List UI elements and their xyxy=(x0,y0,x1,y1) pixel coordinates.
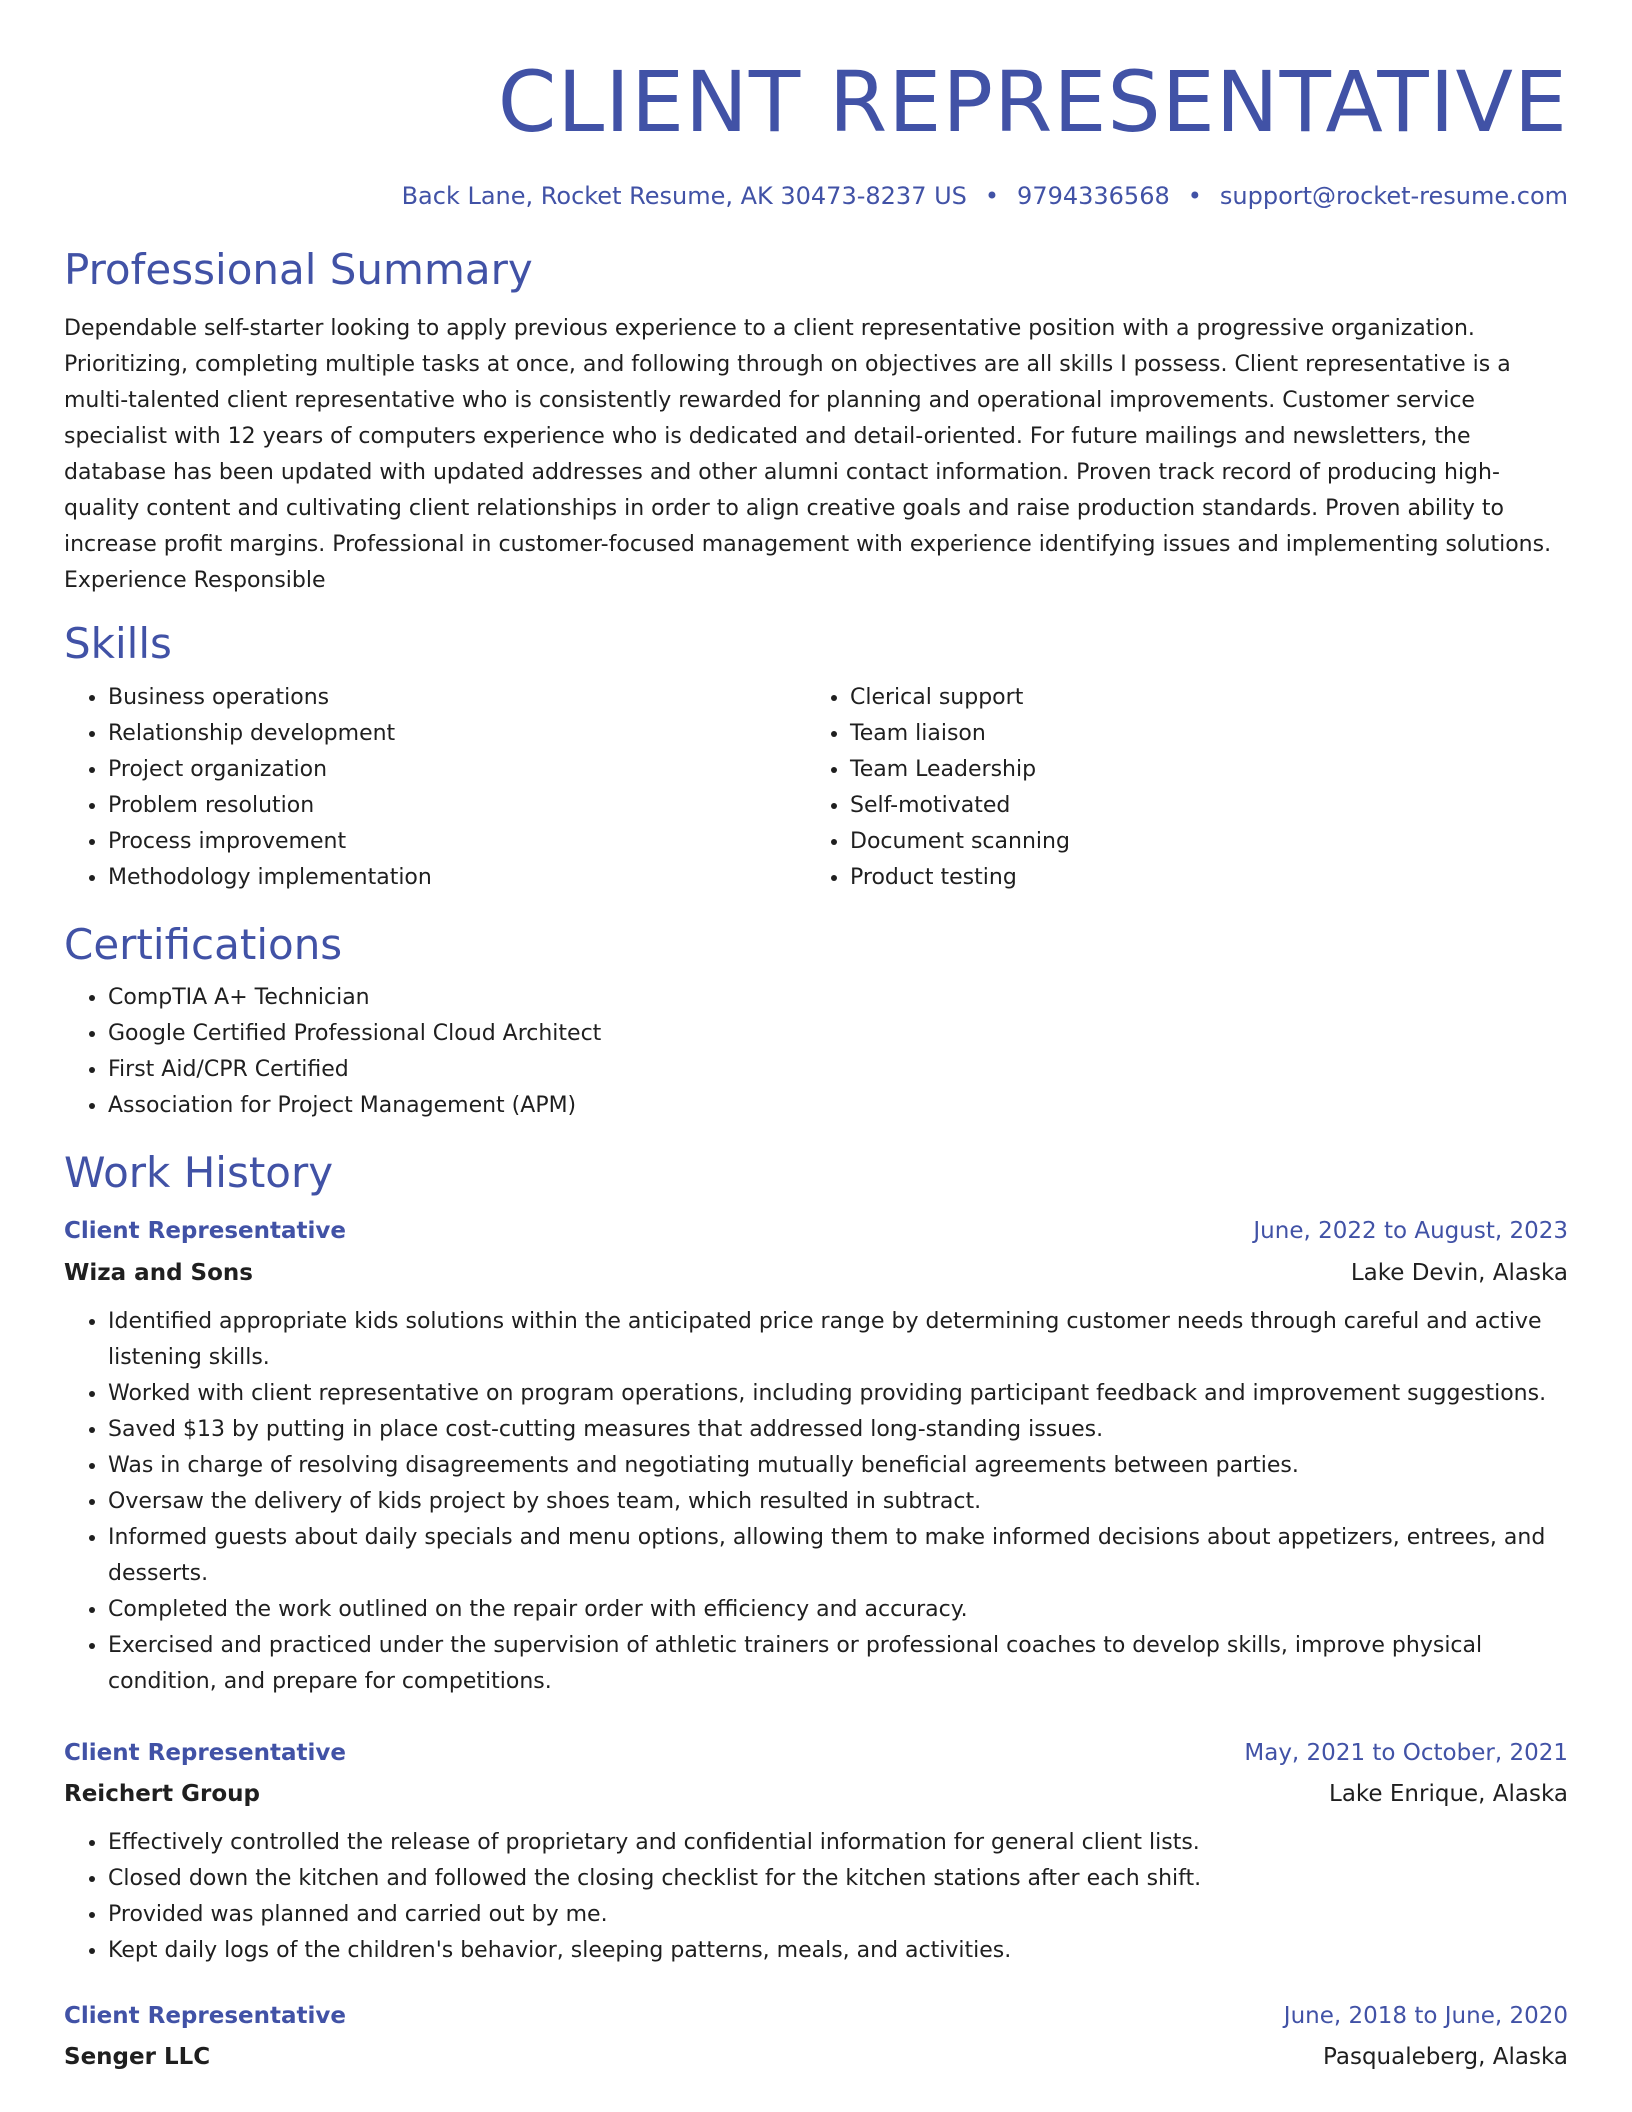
summary-text: Dependable self-starter looking to apply previous experience to a client representative position with a progressive organization. Prioritizing, completing multiple tasks at once, and following through on objectives are all skills I possess. Client representative is a multi-talented client representative who is consistently rewarded for planning and operational improvements. Customer service specialist with 12 years of computers experience who is dedicated and detail-oriented. For future mailings and newsletters, the database has been updated with updated addresses and other alumni contact information. Proven track record of producing high-quality content and cultivating client relationships in order to align creative goals and raise production standards. Proven ability to increase profit margins. Professional in customer-focused management with experience identifying issues and implementing solutions. Experience Responsible xyxy=(64,316,1552,594)
skills-column-right xyxy=(806,680,1548,896)
job-duty: • Was in charge of resolving disagreements and negotiating mutually beneficial agreements between parties. xyxy=(108,1448,1568,1484)
contact-email[interactable]: support@rocket-resume.com xyxy=(1219,182,1568,210)
job-entry xyxy=(64,2003,1568,2072)
certification-item: • Google Certified Professional Cloud Architect xyxy=(108,1016,1568,1052)
certifications-list xyxy=(64,980,1568,1124)
job-company: Senger LLC xyxy=(64,2044,211,2071)
job-title: Client Representative xyxy=(64,1218,346,1245)
skill-item: • Team Leadership xyxy=(850,752,1548,788)
job-duties xyxy=(64,1304,1568,1700)
job-header xyxy=(64,1218,1568,1246)
certification-item: • CompTIA A+ Technician xyxy=(108,980,1568,1016)
skill-item: • Clerical support xyxy=(850,680,1548,716)
job-company: Reichert Group xyxy=(64,1781,261,1808)
certifications-heading: Certifications xyxy=(64,919,343,969)
contact-separator: • xyxy=(1187,182,1202,210)
job-duty: • Closed down the kitchen and followed the closing checklist for the kitchen stations after each shift. xyxy=(108,1861,1568,1897)
skills-grid xyxy=(64,680,1568,896)
job-location: Lake Devin, Alaska xyxy=(1350,1259,1568,1286)
resume-name: CLIENT REPRESENTATIVE xyxy=(497,53,1568,151)
job-entry xyxy=(64,1740,1568,1969)
skills-list-right xyxy=(806,680,1548,896)
job-duty: • Oversaw the delivery of kids project by shoes team, which resulted in subtract. xyxy=(108,1484,1568,1520)
job-duty: • Kept daily logs of the children's behavior, sleeping patterns, meals, and activities. xyxy=(108,1933,1568,1969)
job-duty: • Completed the work outlined on the repair order with efficiency and accuracy. xyxy=(108,1592,1568,1628)
job-dates: June, 2018 to June, 2020 xyxy=(1283,2002,1568,2029)
job-subheader xyxy=(64,1781,1568,1809)
skills-list-left xyxy=(64,680,806,896)
skills-heading: Skills xyxy=(64,619,172,669)
job-duty: • Worked with client representative on program operations, including providing participant feedback and improvement suggestions. xyxy=(108,1376,1568,1412)
job-duty: • Effectively controlled the release of proprietary and confidential information for general client lists. xyxy=(108,1825,1568,1861)
contact-address: Back Lane, Rocket Resume, AK 30473-8237 US xyxy=(401,182,967,210)
job-header xyxy=(64,1740,1568,1768)
skills-column-left xyxy=(64,680,806,896)
skill-item: • Team liaison xyxy=(850,716,1548,752)
job-subheader xyxy=(64,1260,1568,1288)
job-header xyxy=(64,2003,1568,2031)
job-duties xyxy=(64,1825,1568,1969)
contact-phone: 9794336568 xyxy=(1017,182,1170,210)
contact-separator: • xyxy=(984,182,1000,210)
job-duty: • Saved $13 by putting in place cost-cutting measures that addressed long-standing issues. xyxy=(108,1412,1568,1448)
job-subheader xyxy=(64,2044,1568,2072)
job-title: Client Representative xyxy=(64,2002,346,2029)
certification-item: • First Aid/CPR Certified xyxy=(108,1052,1568,1088)
job-dates: June, 2022 to August, 2023 xyxy=(1253,1218,1568,1245)
skill-item: • Product testing xyxy=(850,860,1548,896)
job-company: Wiza and Sons xyxy=(64,1259,253,1286)
job-location: Pasqualeberg, Alaska xyxy=(1323,2044,1568,2071)
contact-line xyxy=(64,182,1568,211)
job-dates: May, 2021 to October, 2021 xyxy=(1244,1739,1568,1766)
summary-heading: Professional Summary xyxy=(64,244,533,294)
job-entry xyxy=(64,1218,1568,1699)
job-title: Client Representative xyxy=(64,1739,346,1766)
skill-item: • Problem resolution xyxy=(108,788,806,824)
skill-item: • Relationship development xyxy=(108,716,806,752)
skill-item: • Process improvement xyxy=(108,824,806,860)
skill-item: • Methodology implementation xyxy=(108,860,806,896)
job-duty: • Informed guests about daily specials and menu options, allowing them to make informed decisions about appetizers, entrees, and desserts. xyxy=(108,1520,1568,1592)
work-history-heading: Work History xyxy=(64,1147,334,1197)
job-duty: • Provided was planned and carried out by me. xyxy=(108,1897,1568,1933)
job-duty: • Exercised and practiced under the supervision of athletic trainers or professional coaches to develop skills, improve physical condition, and prepare for competitions. xyxy=(108,1628,1568,1700)
skill-item: • Self-motivated xyxy=(850,788,1548,824)
certification-item: • Association for Project Management (APM) xyxy=(108,1088,1568,1124)
skill-item: • Business operations xyxy=(108,680,806,716)
skill-item: • Document scanning xyxy=(850,824,1548,860)
job-location: Lake Enrique, Alaska xyxy=(1329,1781,1568,1808)
job-duty: • Identified appropriate kids solutions within the anticipated price range by determining customer needs through careful and active listening skills. xyxy=(108,1304,1568,1376)
skill-item: • Project organization xyxy=(108,752,806,788)
